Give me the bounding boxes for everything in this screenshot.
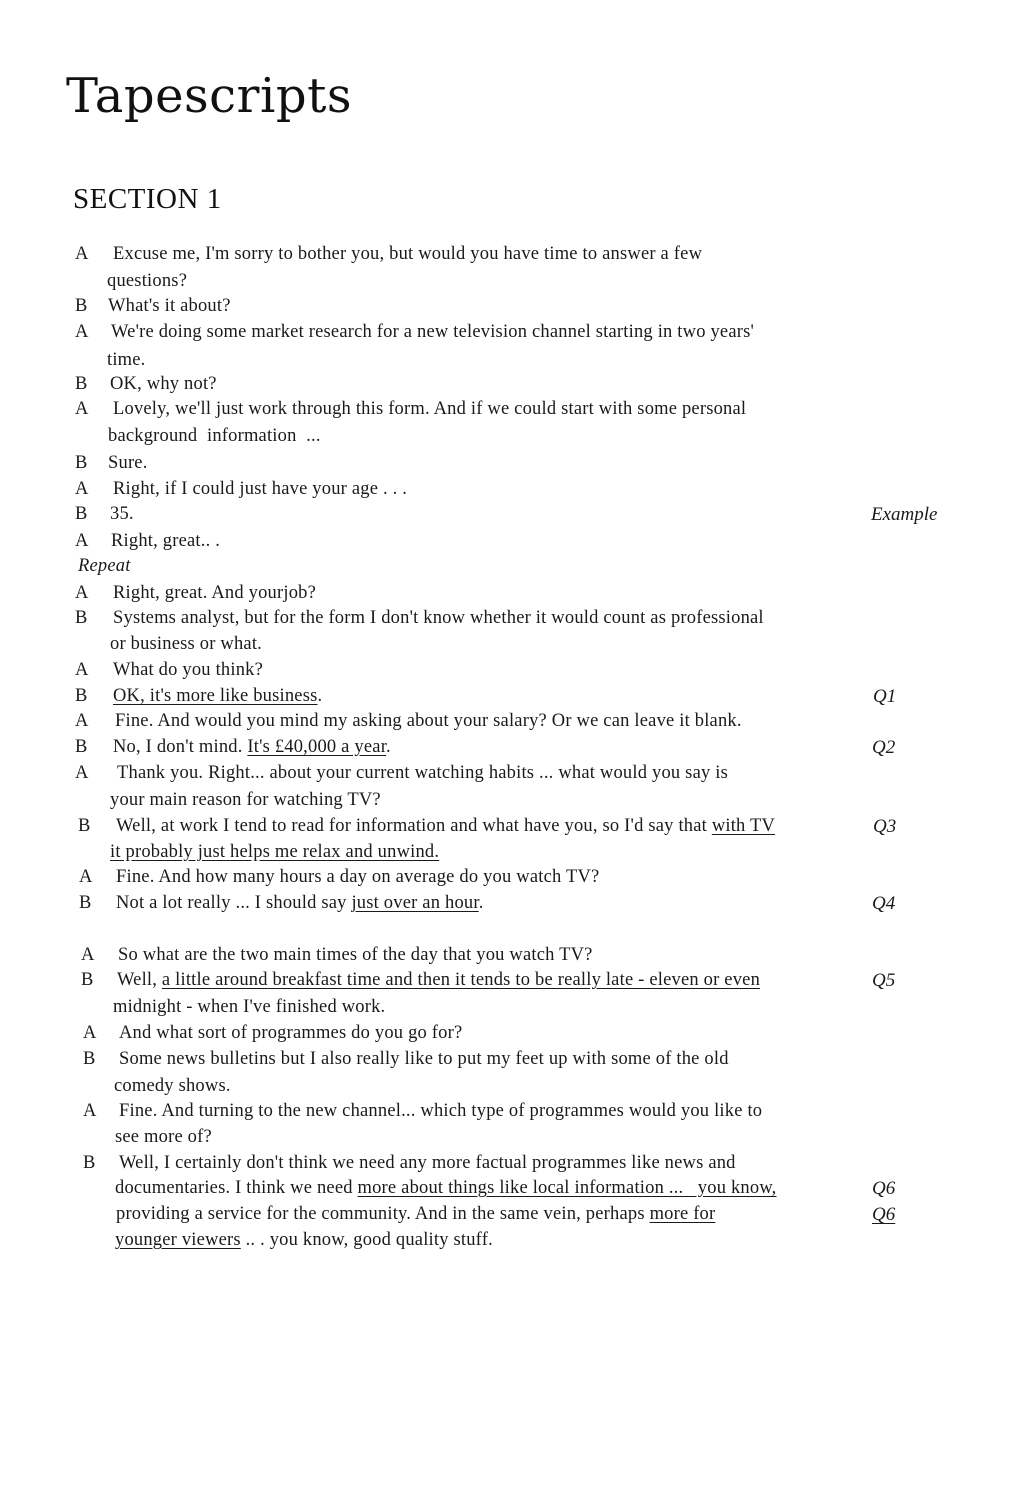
answer-underline: more for	[649, 1204, 716, 1224]
line-text: documentaries. I think we need	[115, 1178, 358, 1198]
dialogue-line: Right, if I could just have your age . . .	[113, 479, 408, 499]
dialogue-line: Fine. And turning to the new channel... which type of programmes would you like to	[119, 1101, 763, 1121]
dialogue-line: Excuse me, I'm sorry to bother you, but would you have time to answer a few	[113, 244, 703, 264]
dialogue-line: midnight - when I've finished work.	[113, 997, 386, 1017]
speaker-label: B	[75, 504, 88, 524]
speaker-label: B	[78, 816, 91, 836]
dialogue-line: What's it about?	[108, 296, 231, 316]
speaker-label: A	[75, 322, 89, 342]
speaker-label: A	[75, 583, 89, 603]
question-marker: Q1	[873, 686, 897, 707]
line-text: No, I don't mind.	[113, 737, 248, 757]
dialogue-line: Sure.	[108, 453, 148, 473]
dialogue-line: Thank you. Right... about your current watching habits ... what would you say is	[117, 763, 728, 783]
speaker-label: B	[75, 686, 88, 706]
speaker-label: B	[75, 608, 88, 628]
dialogue-line: So what are the two main times of the day that you watch TV?	[118, 945, 593, 965]
dialogue-line: comedy shows.	[114, 1076, 231, 1096]
speaker-label: A	[83, 1023, 97, 1043]
answer-underline: younger viewers	[115, 1230, 241, 1250]
answer-underline: a little around breakfast time and then it tends to be really late - eleven or even	[161, 970, 761, 990]
page-title: Tapescripts	[66, 68, 352, 124]
dialogue-line: Lovely, we'll just work through this form. And if we could start with some personal	[113, 399, 747, 419]
line-text: Well, at work I tend to read for information and what have you, so I'd say that	[116, 816, 712, 836]
speaker-label: B	[83, 1049, 96, 1069]
dialogue-line: Fine. And would you mind my asking about your salary? Or we can leave it blank.	[115, 711, 742, 731]
dialogue-line	[113, 737, 391, 758]
dialogue-line: Fine. And how many hours a day on average do you watch TV?	[116, 867, 600, 887]
dialogue-line: see more of?	[115, 1127, 212, 1147]
question-marker: Q2	[872, 737, 896, 758]
line-text: .. . you know, good quality stuff.	[240, 1230, 493, 1250]
answer-underline: It's £40,000 a year	[247, 737, 387, 757]
line-text: .	[317, 686, 323, 706]
line-text: providing a service for the community. And in the same vein, perhaps	[116, 1204, 650, 1224]
speaker-label: B	[79, 893, 92, 913]
speaker-label: A	[81, 945, 95, 965]
dialogue-line: Right, great.. .	[111, 531, 221, 551]
speaker-label: A	[75, 531, 89, 551]
section-heading: SECTION 1	[73, 183, 222, 215]
dialogue-line: OK, why not?	[110, 374, 217, 394]
answer-underline: with TV	[711, 816, 776, 836]
dialogue-line	[115, 1178, 777, 1199]
speaker-label: A	[75, 660, 89, 680]
question-marker: Q3	[873, 816, 897, 837]
speaker-label: A	[75, 399, 89, 419]
repeat-note: Repeat	[78, 556, 131, 576]
speaker-label: B	[83, 1153, 96, 1173]
speaker-label: B	[81, 970, 94, 990]
dialogue-line: And what sort of programmes do you go for?	[119, 1023, 463, 1043]
answer-underline: it probably just helps me relax and unwind.	[110, 842, 440, 862]
dialogue-line: time.	[107, 350, 146, 370]
speaker-label: A	[79, 867, 93, 887]
dialogue-line: questions?	[107, 271, 188, 291]
dialogue-line	[113, 686, 322, 707]
dialogue-line: 35.	[110, 504, 134, 524]
dialogue-line	[116, 1204, 715, 1225]
dialogue-line: What do you think?	[113, 660, 264, 680]
answer-underline: just over an hour	[351, 893, 479, 913]
example-marker: Example	[871, 504, 938, 525]
question-marker: Q5	[872, 970, 896, 991]
dialogue-line	[117, 970, 760, 991]
line-text: Well,	[117, 970, 162, 990]
dialogue-line	[115, 1230, 493, 1251]
speaker-label: B	[75, 453, 88, 473]
dialogue-line: Some news bulletins but I also really like to put my feet up with some of the old	[119, 1049, 729, 1069]
question-marker: Q6	[872, 1178, 896, 1199]
speaker-label: A	[75, 711, 89, 731]
speaker-label: A	[75, 244, 89, 264]
dialogue-line: We're doing some market research for a new television channel starting in two years'	[111, 322, 755, 342]
dialogue-line: Systems analyst, but for the form I don't know whether it would count as professional	[113, 608, 764, 628]
line-text: .	[386, 737, 391, 757]
speaker-label: A	[75, 763, 89, 783]
dialogue-line: Right, great. And yourjob?	[113, 583, 317, 603]
dialogue-line: Well, I certainly don't think we need any more factual programmes like news and	[119, 1153, 736, 1173]
line-text: Not a lot really ... I should say	[116, 893, 352, 913]
line-text: .	[478, 893, 484, 913]
dialogue-line	[116, 893, 484, 914]
speaker-label: B	[75, 374, 88, 394]
speaker-label: A	[75, 479, 89, 499]
question-marker: Q4	[872, 893, 896, 914]
speaker-label: A	[83, 1101, 97, 1121]
answer-underline: OK, it's more like business	[113, 686, 318, 706]
dialogue-line: or business or what.	[110, 634, 262, 654]
speaker-label: B	[75, 296, 88, 316]
answer-underline: more about things like local information ... you know,	[357, 1178, 777, 1198]
dialogue-line	[116, 816, 775, 837]
dialogue-line: your main reason for watching TV?	[110, 790, 381, 810]
question-marker: Q6	[872, 1204, 896, 1225]
speaker-label: B	[75, 737, 88, 757]
dialogue-line: background information ...	[108, 426, 321, 446]
